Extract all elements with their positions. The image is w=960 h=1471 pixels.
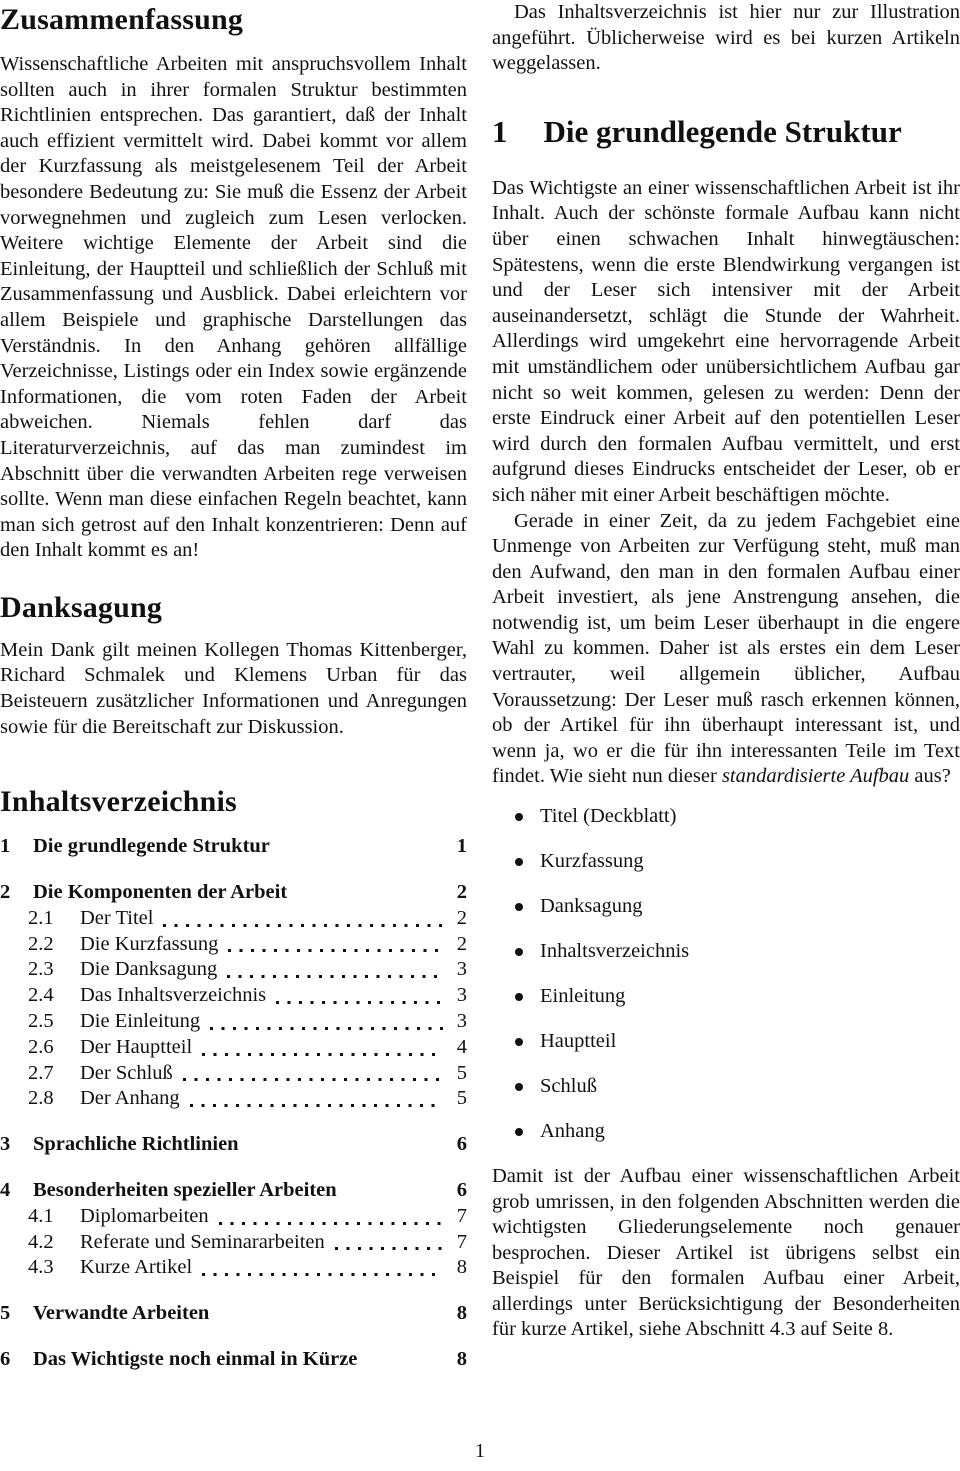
toc-entry-page: 1	[456, 835, 467, 858]
list-item-label: Kurzfassung	[540, 850, 644, 873]
bullet-icon	[515, 1128, 523, 1136]
list-item	[492, 894, 960, 920]
toc-entry-title: Der Schluß	[80, 1061, 173, 1084]
toc-entry-title: Diplomarbeiten	[80, 1204, 209, 1227]
toc-dot-leader	[219, 1222, 443, 1225]
toc-entry-page: 6	[456, 1133, 467, 1156]
section-title: Die grundlegende Struktur	[543, 113, 902, 149]
toc-note-paragraph: Das Inhaltsverzeichnis ist hier nur zur Illustration angeführt. Üblicherweise wird es bei kurzen Artikeln weggelassen.	[492, 1, 960, 75]
toc-entry-title: Der Anhang	[80, 1087, 180, 1110]
bullet-icon	[515, 1083, 523, 1091]
toc-entry-section	[0, 1347, 467, 1373]
toc-entry-title: Die grundlegende Struktur	[33, 835, 270, 858]
toc-entry-page: 4	[456, 1035, 467, 1058]
list-item	[492, 1074, 960, 1100]
toc-entry-section	[0, 880, 467, 906]
toc-entry-page: 5	[456, 1061, 467, 1084]
toc-entry-number: 6	[0, 1348, 11, 1370]
section-1-heading	[492, 113, 960, 150]
toc-entry-number: 4	[0, 1179, 11, 1202]
toc-entry-title: Kurze Artikel	[80, 1256, 193, 1279]
toc-entry-page: 6	[456, 1179, 467, 1202]
toc-dot-leader	[276, 1001, 443, 1004]
paragraph-2-text-end: aus?	[909, 765, 951, 788]
toc-entry-number: 4.2	[28, 1230, 54, 1253]
bullet-icon	[515, 903, 523, 911]
toc-dot-leader	[228, 949, 443, 952]
toc-entry-page: 3	[456, 984, 467, 1007]
left-column	[0, 0, 467, 1373]
toc-entry-number: 2.6	[28, 1035, 54, 1058]
toc-entry-number: 2.1	[28, 906, 54, 929]
toc-entry-title: Verwandte Arbeiten	[33, 1302, 210, 1325]
acknowledgements-title: Danksagung	[0, 590, 163, 624]
list-item-label: Einleitung	[540, 984, 626, 1007]
section-number: 1	[492, 113, 508, 149]
toc-entry-page: 8	[456, 1302, 467, 1325]
toc-entry-subsection	[0, 1230, 467, 1256]
bullet-icon	[515, 813, 523, 821]
toc-dot-leader	[190, 1104, 443, 1107]
section-paragraph-3: Damit ist der Aufbau einer wissenschaftlichen Arbeit grob umrissen, in den folgenden Abschnitten werden die wichtigsten Gliederungselemente noch genauer besprochen. Dieser Artikel ist übrigens selbst ein Beispiel für den formalen Aufbau einer Arbeit, allerdings unter Berücksichtigung der Besonderheiten für kurze Artikel, siehe Abschnitt 4.3 auf Seite 8.	[492, 1164, 960, 1341]
structure-bullet-list	[492, 804, 960, 1144]
section-paragraph-2	[492, 509, 960, 791]
toc-dot-leader	[202, 1273, 443, 1276]
toc-entry-page: 2	[456, 906, 467, 929]
list-item	[492, 1119, 960, 1145]
toc-entry-title: Die Kurzfassung	[80, 932, 219, 955]
toc-entry-section	[0, 834, 467, 860]
bullet-icon	[515, 993, 523, 1001]
toc-entry-number: 1	[0, 835, 11, 858]
toc-entry-page: 2	[456, 881, 467, 904]
toc-entry-title: Sprachliche Richtlinien	[33, 1133, 239, 1156]
toc-entry-page: 3	[456, 1010, 467, 1033]
toc-entry-number: 2.7	[28, 1061, 54, 1084]
toc-entry-section	[0, 1301, 467, 1327]
right-column	[492, 0, 960, 1343]
toc-entry-number: 5	[0, 1302, 11, 1325]
abstract-paragraph: Wissenschaftliche Arbeiten mit anspruchsvollem Inhalt sollten auch in ihrer formalen Struktur bestimmten Richtlinien entsprechen. Das garantiert, daß der Inhalt auch effizient vermittelt wird. Dabei kommt vor allem der Kurzfassung als meistgelesenem Teil der Arbeit besondere Bedeutung zu: Sie muß die Essenz der Arbeit vorwegnehmen und zugleich zum Lesen verlocken. Weitere wichtige Elemente der Arbeit sind die Einleitung, der Hauptteil und schließlich der Schluß mit Zusammenfassung und Ausblick. Dabei erleichtern vor allem Beispiele und graphische Darstellungen das Verständnis. In den Anhang gehören allfällige Verzeichnisse, Listings oder ein Index sowie ergänzende Informationen, die vom roten Faden der Arbeit abweichen. Niemals fehlen darf das Literaturverzeichnis, auf das man zumindest im Abschnitt über die verwandten Arbeiten rege verweisen sollte. Wenn man diese einfachen Regeln beachtet, kann man sich getrost auf den Inhalt konzentrieren: Denn auf den Inhalt kommt es an!	[0, 53, 467, 562]
toc-entry-number: 4.3	[28, 1256, 54, 1279]
toc-entry-title: Das Inhaltsverzeichnis	[80, 984, 267, 1007]
list-item-label: Hauptteil	[540, 1029, 617, 1052]
toc-entry-number: 2.8	[28, 1087, 54, 1110]
toc-entry-subsection	[0, 983, 467, 1009]
toc-entry-subsection	[0, 1255, 467, 1281]
list-item	[492, 984, 960, 1010]
toc-entry-number: 4.1	[28, 1204, 54, 1227]
toc-entry-title: Das Wichtigste noch einmal in Kürze	[33, 1348, 358, 1370]
toc-entry-number: 2.3	[28, 958, 54, 981]
toc-entry-page: 8	[456, 1256, 467, 1279]
list-item-label: Anhang	[540, 1119, 605, 1142]
toc-entry-subsection	[0, 1035, 467, 1061]
toc-entry-subsection	[0, 1086, 467, 1112]
toc-entry-page: 3	[456, 958, 467, 981]
list-item	[492, 849, 960, 875]
toc-entry-subsection	[0, 906, 467, 932]
toc-entry-section	[0, 1178, 467, 1204]
abstract-title: Zusammenfassung	[0, 3, 244, 36]
toc-dot-leader	[163, 924, 443, 927]
toc-entry-number: 2	[0, 881, 11, 904]
toc-dot-leader	[183, 1078, 443, 1081]
toc-entries	[0, 834, 467, 1373]
toc-entry-page: 7	[456, 1204, 467, 1227]
paragraph-2-text-start: Gerade in einer Zeit, da zu jedem Fachgebiet eine Unmenge von Arbeiten zur Verfügung steht, muß man den Aufwand, den man in den formalen Aufbau einer Arbeit investiert, als jene Anstrengung ansehen, die notwendig ist, um beim Leser überhaupt in die engere Wahl zu kommen. Daher ist als erstes ein dem Leser vertrauter, weil allgemein üblicher, Aufbau Voraussetzung: Der Leser muß rasch erkennen können, ob der Artikel für ihn überhaupt interessant ist, und wenn ja, wo er die für ihn interessanten Teile im Text findet. Wie sieht nun dieser	[492, 509, 960, 788]
toc-entry-title: Besonderheiten spezieller Arbeiten	[33, 1179, 337, 1202]
toc-entry-subsection	[0, 1009, 467, 1035]
list-item-label: Inhaltsverzeichnis	[540, 939, 690, 962]
toc-entry-number: 2.4	[28, 984, 54, 1007]
toc-dot-leader	[335, 1247, 443, 1250]
toc-entry-title: Der Hauptteil	[80, 1035, 193, 1058]
toc-entry-number: 2.2	[28, 932, 54, 955]
list-item	[492, 939, 960, 965]
list-item	[492, 1029, 960, 1055]
emphasized-phrase: standardisierte Aufbau	[721, 765, 910, 788]
toc-dot-leader	[202, 1053, 443, 1056]
toc-entry-page: 7	[456, 1230, 467, 1253]
toc-entry-number: 3	[0, 1133, 11, 1156]
toc-title: Inhaltsverzeichnis	[0, 785, 237, 819]
bullet-icon	[515, 858, 523, 866]
toc-entry-page: 5	[456, 1087, 467, 1110]
list-item	[492, 804, 960, 830]
list-item-label: Danksagung	[540, 895, 643, 917]
toc-entry-number: 2.5	[28, 1010, 54, 1033]
toc-entry-subsection	[0, 1204, 467, 1230]
toc-entry-title: Der Titel	[80, 906, 154, 929]
toc-dot-leader	[210, 1027, 443, 1030]
bullet-icon	[515, 948, 523, 956]
toc-dot-leader	[227, 975, 443, 978]
list-item-label: Titel (Deckblatt)	[540, 805, 677, 828]
toc-entry-title: Referate und Seminararbeiten	[80, 1230, 325, 1253]
toc-entry-subsection	[0, 1061, 467, 1087]
toc-entry-subsection	[0, 957, 467, 983]
page-number: 1	[475, 1440, 485, 1462]
acknowledgements-paragraph: Mein Dank gilt meinen Kollegen Thomas Kittenberger, Richard Schmalek und Klemens Urban für das Beisteuern zusätzlicher Informationen und Anregungen sowie für die Bereitschaft zur Diskussion.	[0, 638, 467, 738]
toc-entry-title: Die Einleitung	[80, 1010, 201, 1033]
toc-entry-title: Die Komponenten der Arbeit	[33, 881, 288, 904]
section-paragraph-1: Das Wichtigste an einer wissenschaftlichen Arbeit ist ihr Inhalt. Auch der schönste formale Aufbau kann nicht über einen schwachen Inhalt hinwegtäuschen: Spätestens, wenn die erste Blendwirkung vergangen ist und der Leser sich intensiver mit der Arbeit auseinandersetzt, schlägt die Stunde der Wahrheit. Allerdings wird umgekehrt eine hervorragende Arbeit mit umständlichem oder unübersichtlichem Aufbau gar nicht so weit kommen, gelesen zu werden: Denn der erste Eindruck einer Arbeit auf den potentiellen Leser wird durch den formalen Aufbau vermittelt, und erst aufgrund dieses Eindrucks entscheidet der Leser, ob er sich näher mit einer Arbeit beschäftigen möchte.	[492, 176, 960, 506]
list-item-label: Schluß	[540, 1074, 597, 1097]
toc-entry-page: 2	[456, 932, 467, 955]
toc-entry-title: Die Danksagung	[80, 958, 218, 981]
toc-entry-subsection	[0, 932, 467, 958]
toc-entry-section	[0, 1132, 467, 1158]
bullet-icon	[515, 1038, 523, 1046]
toc-entry-page: 8	[456, 1348, 467, 1370]
